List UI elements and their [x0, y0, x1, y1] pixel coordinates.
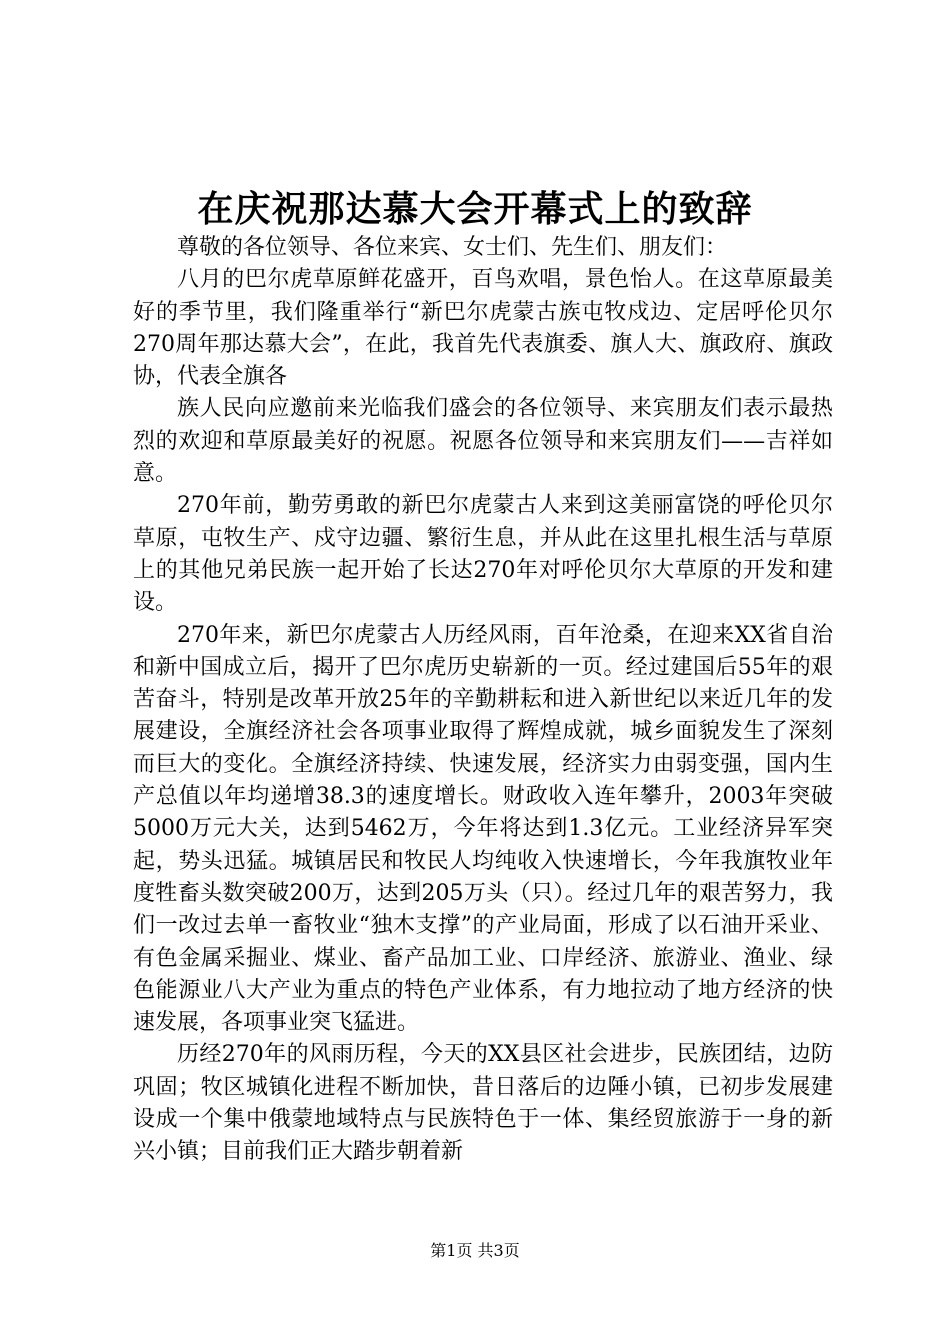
- page-number-footer: 第1页 共3页: [430, 1241, 520, 1260]
- document-title: 在庆祝那达慕大会开幕式上的致辞: [197, 188, 753, 230]
- document-body: [133, 232, 833, 1169]
- body-paragraph: 历经270年的风雨历程，今天的XX县区社会进步，民族团结，边防巩固；牧区城镇化进程不断加快，昔日落后的边陲小镇，已初步发展建设成一个集中俄蒙地域特点与民族特色于一体、集经贸旅游于一身的新兴小镇；目前我们正大踏步朝着新: [133, 1042, 833, 1165]
- body-paragraph: 八月的巴尔虎草原鲜花盛开，百鸟欢唱，景色怡人。在这草原最美好的季节里，我们隆重举行“新巴尔虎蒙古族屯牧戍边、定居呼伦贝尔270周年那达慕大会”，在此，我首先代表旗委、旗人大、旗政府、旗政协，代表全旗各: [133, 267, 833, 390]
- body-paragraph: 族人民向应邀前来光临我们盛会的各位领导、来宾朋友们表示最热烈的欢迎和草原最美好的祝愿。祝愿各位领导和来宾朋友们——吉祥如意。: [133, 396, 833, 487]
- body-paragraph: 270年前，勤劳勇敢的新巴尔虎蒙古人来到这美丽富饶的呼伦贝尔草原，屯牧生产、戍守边疆、繁衍生息，并从此在这里扎根生活与草原上的其他兄弟民族一起开始了长达270年对呼伦贝尔大草原的开发和建设。: [133, 493, 833, 616]
- body-paragraph: 270年来，新巴尔虎蒙古人历经风雨，百年沧桑，在迎来XX省自治和新中国成立后，揭开了巴尔虎历史崭新的一页。经过建国后55年的艰苦奋斗，特别是改革开放25年的辛勤耕耘和进入新世纪以来近几年的发展建设，全旗经济社会各项事业取得了辉煌成就，城乡面貌发生了深刻而巨大的变化。全旗经济持续、快速发展，经济实力由弱变强，国内生产总值以年均递增38.3的速度增长。财政收入连年攀升，2003年突破5000万元大关，达到5462万，今年将达到1.3亿元。工业经济异军突起，势头迅猛。城镇居民和牧民人均纯收入快速增长，今年我旗牧业年度牲畜头数突破200万，达到205万头（只）。经过几年的艰苦努力，我们一改过去单一畜牧业“独木支撑”的产业局面，形成了以石油开采业、有色金属采掘业、煤业、畜产品加工业、口岸经济、旅游业、渔业、绿色能源业八大产业为重点的特色产业体系，有力地拉动了地方经济的快速发展，各项事业突飞猛进。: [133, 622, 833, 1036]
- salutation-paragraph: 尊敬的各位领导、各位来宾、女士们、先生们、朋友们：: [177, 235, 728, 260]
